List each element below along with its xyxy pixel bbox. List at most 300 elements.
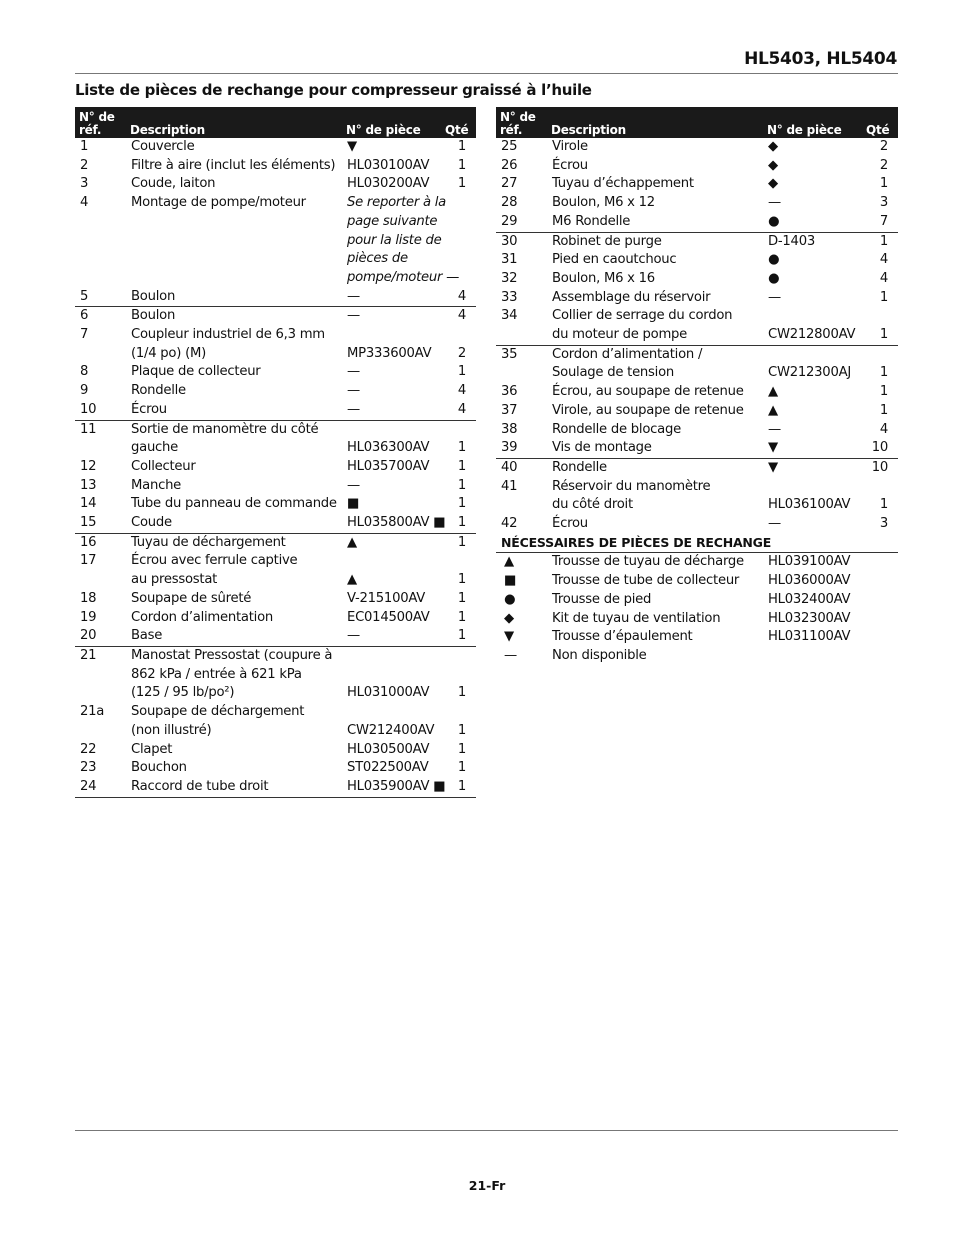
part-description [126,458,342,477]
table-row [75,646,476,703]
ref-number: 35 [501,346,518,362]
part-number: — [768,195,781,211]
kit-quantity [862,610,898,629]
part-number: CW212400AV [347,722,435,738]
part-number: HL030200AV [347,176,430,192]
part-number: ◆ [768,176,778,192]
part-description [126,495,342,514]
kit-row [496,647,898,666]
kit-part-number: HL031100AV [768,629,851,645]
table-row [75,401,476,420]
parts-table-right [496,107,898,666]
kit-quantity [862,647,898,666]
kit-row [496,628,898,647]
quantity: 10 [862,439,898,458]
description-line: Soulage de tension [552,365,674,381]
kit-symbol: ◆ [504,610,514,626]
kit-row [496,553,898,572]
description-line: Écrou, au soupape de retenue [552,384,744,400]
ref-number: 16 [80,534,97,550]
ref-number: 31 [501,252,518,268]
ref-number: 32 [501,270,518,286]
ref-number: 40 [501,459,518,475]
quantity: 1 [457,139,466,154]
part-number: HL030100AV [347,157,430,173]
quantity: 1 [441,514,476,533]
table-row [496,157,898,176]
description-line: Sortie de manomètre du côté [131,421,319,437]
description-line: Bouchon [131,760,187,776]
part-description [126,288,342,307]
part-description [547,383,763,402]
part-description [547,307,763,345]
part-number: ● [763,213,862,232]
description-line: Tube du panneau de commande [131,496,337,512]
part-number-note [342,194,460,288]
part-number: — [342,288,441,307]
description-line: Plaque de collecteur [131,364,261,380]
table-row [75,382,476,401]
quantity: 1 [457,609,466,625]
ref-number: 30 [501,233,518,249]
ref-number: 14 [80,496,97,512]
ref-number: 8 [80,364,89,380]
description-line: Écrou [552,516,588,532]
part-number: — [768,421,781,437]
description-line: Rondelle de blocage [552,421,681,437]
kit-description: Kit de tuyau de ventilation [552,610,721,626]
table-row [75,138,476,157]
table-row [75,703,476,740]
part-description [547,270,763,289]
table-row [75,552,476,589]
quantity: 1 [441,778,476,797]
part-number: HL036300AV [347,440,430,456]
description-line: du côté droit [552,497,633,513]
quantity: 1 [457,176,466,192]
description-line: Cordon d’alimentation / [552,346,703,362]
table-row [496,138,898,157]
description-line: Montage de pompe/moteur [131,195,306,211]
part-description [126,759,342,778]
table-row [496,270,898,289]
quantity: 1 [457,477,466,493]
quantity: 1 [457,496,466,512]
description-line: Boulon [131,308,176,324]
part-description [547,421,763,440]
part-number: ● [768,252,780,268]
part-note-line: page suivante [347,213,438,229]
description-line: Virole [552,139,588,154]
parts-table-right-body [496,138,898,534]
parts-table-header [75,107,476,138]
description-line: Manostat Pressostat (coupure à [131,647,333,663]
description-line: Tuyau de déchargement [131,534,286,550]
description-line: Base [131,628,163,644]
description-line: Coupleur industriel de 6,3 mm [131,327,325,343]
table-row [496,402,898,421]
part-number: — [347,383,360,399]
ref-number: 22 [80,741,97,757]
quantity: 1 [457,458,466,474]
description-line: Coude, laiton [131,176,216,192]
quantity: 1 [457,741,466,757]
kit-quantity [862,628,898,647]
part-note-line: Se reporter à la [347,195,446,211]
table-row [496,458,898,477]
part-number: — [342,627,441,646]
kit-symbol: — [504,647,517,663]
table-row [75,759,476,778]
part-description [547,194,763,213]
kit-part-number: HL036000AV [768,573,851,589]
kit-description: Trousse de tube de collecteur [552,573,740,589]
quantity: 1 [879,384,888,400]
part-description [547,439,763,458]
table-row [496,515,898,534]
kit-description: Trousse d’épaulement [552,629,693,645]
parts-table-left-body [75,138,476,797]
table-row [75,778,476,797]
part-description [126,175,342,194]
model-number: HL5403, HL5404 [744,49,897,69]
part-number: — [768,516,781,532]
ref-number: 3 [80,176,89,192]
quantity: 3 [879,516,888,532]
ref-number: 25 [501,139,518,154]
quantity: 1 [879,402,888,418]
kit-symbol: ▲ [504,554,514,570]
part-number: ■ [347,496,360,512]
ref-number: 18 [80,590,97,606]
description-line: du moteur de pompe [552,327,688,343]
description-line: M6 Rondelle [552,213,631,229]
description-line: Couvercle [131,139,195,154]
table-row [496,213,898,232]
footer-rule [75,1130,898,1131]
part-description [126,420,342,458]
part-description [126,590,342,609]
description-line: Rondelle [131,383,186,399]
ref-number: 39 [496,439,547,458]
quantity: 3 [879,195,888,211]
part-number: HL035900AV ■ [342,778,441,797]
part-description [126,778,342,797]
table-row [496,194,898,213]
table-row [75,533,476,552]
part-description [126,307,342,326]
part-number: ▼ [763,439,862,458]
qty-header: Qté [441,107,476,138]
table-row [496,289,898,308]
part-description [547,458,763,477]
quantity: 2 [457,345,466,361]
ref-number: 42 [501,516,518,532]
table-row [496,251,898,270]
part-number: D-1403 [768,233,815,249]
table-row [496,421,898,440]
kits-heading-row [496,534,898,553]
part-description [547,213,763,232]
part-number: ▼ [768,459,778,475]
ref-number: 7 [80,327,89,343]
ref-number: 11 [80,421,97,437]
part-number: HL036100AV [768,497,851,513]
description-line: Raccord de tube droit [131,778,269,794]
table-row [496,345,898,383]
ref-number: 27 [501,176,518,192]
table-row [75,514,476,533]
quantity: 1 [457,440,466,456]
kit-description: Trousse de tuyau de décharge [552,554,744,570]
page-number: 21-Fr [468,1178,506,1193]
quantity: 1 [457,534,466,550]
part-description [126,533,342,552]
ref-number: 5 [75,288,126,307]
kit-description: Non disponible [552,647,647,663]
quantity: 7 [862,213,898,232]
description-line: Robinet de purge [552,233,662,249]
ref-number: 29 [496,213,547,232]
quantity: 4 [879,421,888,437]
part-number: ▲ [768,384,778,400]
ref-number: 21 [80,647,97,663]
kit-part-number: HL032300AV [768,610,851,626]
part-description [126,514,342,533]
parts-table-left [75,107,476,798]
quantity: 1 [879,233,888,249]
kits-section [496,534,898,666]
quantity: 4 [879,270,888,286]
table-row [75,590,476,609]
description-line: Soupape de déchargement [131,704,305,720]
part-description [126,194,342,288]
table-row [75,627,476,646]
ref-number: 24 [75,778,126,797]
kit-row [496,591,898,610]
table-row [75,157,476,176]
table-row [496,232,898,251]
table-row [496,175,898,194]
ref-header: N° de réf. [75,107,126,138]
ref-number: 34 [496,307,547,345]
kits-heading: NÉCESSAIRES DE PIÈCES DE RECHANGE [496,534,898,553]
part-description [126,363,342,382]
part-number: V-215100AV [347,590,426,606]
part-number: ◆ [768,139,778,154]
description-line: Écrou [552,157,588,173]
table-row [496,478,898,515]
ref-number: 38 [501,421,518,437]
ref-number: 2 [80,157,89,173]
part-number: ▲ [347,572,357,588]
part-number-header: N° de pièce [342,107,441,138]
qty-header: Qté [862,107,898,138]
part-description [126,627,342,646]
parts-table-header [496,107,898,138]
part-description [547,402,763,421]
description-line: Boulon [131,288,176,304]
kit-quantity [862,572,898,591]
kit-row [496,572,898,591]
description-line: Écrou [131,401,167,417]
description-line: Filtre à aire (inclut les éléments) [131,157,336,173]
part-number: ▲ [768,402,778,418]
quantity: 2 [879,157,888,173]
ref-number: 12 [80,458,97,474]
part-number: — [342,401,441,420]
quantity: 4 [457,383,466,399]
part-description [126,646,342,703]
part-description [126,741,342,760]
part-number: ● [768,270,780,286]
quantity: 1 [879,497,888,513]
part-number: CW212800AV [763,307,862,345]
kit-symbol: ● [504,591,516,607]
part-number: MP333600AV [347,345,432,361]
ref-number: 15 [75,514,126,533]
ref-number: 1 [80,139,89,154]
description-line: Clapet [131,741,173,757]
ref-header: N° de réf. [496,107,547,138]
page-title: Liste de pièces de rechange pour compresseur graissé à l’huile [75,81,592,99]
ref-number: 28 [501,195,518,211]
part-number: CW212300AJ [768,365,851,381]
description-line: Vis de montage [552,440,652,456]
table-row [75,363,476,382]
ref-number: 37 [501,402,518,418]
quantity: 1 [457,590,466,606]
description-line: au pressostat [131,572,218,588]
table-row [75,175,476,194]
quantity: 2 [879,139,888,154]
part-description [126,477,342,496]
ref-number: 9 [80,383,89,399]
part-description [547,157,763,176]
kit-part-number: HL039100AV [768,554,851,570]
description-line: Manche [131,477,182,493]
quantity: 1 [457,572,466,588]
quantity: 4 [441,401,476,420]
part-note-line: pour la liste de [347,232,442,248]
description-line: Collecteur [131,458,196,474]
quantity: 1 [441,627,476,646]
part-description [126,609,342,628]
quantity: 1 [862,307,898,345]
quantity: 10 [871,459,888,475]
table-row [75,420,476,458]
description-line: Pied en caoutchouc [552,252,677,268]
description-line: gauche [131,440,179,456]
quantity: 4 [879,252,888,268]
part-description [547,138,763,157]
table-row [75,495,476,514]
part-description [547,289,763,308]
ref-number: 6 [80,308,89,324]
quantity: 1 [457,685,466,701]
part-number-header: N° de pièce [763,107,862,138]
description-line: Virole, au soupape de retenue [552,402,744,418]
description-line: Assemblage du réservoir [552,289,711,305]
ref-number: 17 [80,553,97,569]
table-row [75,326,476,363]
table-row [496,439,898,458]
description-line: Réservoir du manomètre [552,478,711,494]
header-rule [75,73,898,74]
ref-number: 4 [80,195,89,211]
description-line: Rondelle [552,459,607,475]
part-description [547,478,763,515]
description-line: Cordon d’alimentation [131,609,274,625]
quantity: 1 [457,722,466,738]
ref-number: 23 [80,760,97,776]
table-row [75,741,476,760]
ref-number: 41 [501,478,518,494]
description-header: Description [126,107,342,138]
ref-number: 26 [501,157,518,173]
description-line: Collier de serrage du cordon [552,308,733,324]
description-line: Écrou avec ferrule captive [131,553,298,569]
kit-description: Trousse de pied [552,591,652,607]
ref-number: 36 [501,384,518,400]
description-line: Soupape de sûreté [131,590,252,606]
part-description [547,251,763,270]
part-description [126,138,342,157]
description-line: 862 kPa / entrée à 621 kPa [131,666,302,682]
description-line: Boulon, M6 x 12 [552,195,655,211]
part-description [547,515,763,534]
description-line: Tuyau d’échappement [552,176,694,192]
ref-number: 20 [75,627,126,646]
part-description [126,382,342,401]
part-number: HL031000AV [347,685,430,701]
part-description [126,401,342,420]
kit-symbol: ■ [504,573,517,589]
part-description [547,232,763,251]
kit-part-number [763,647,862,666]
part-number: ST022500AV [347,760,429,776]
part-number: — [347,477,360,493]
quantity: 1 [879,365,888,381]
part-description [126,157,342,176]
part-number: — [347,308,360,324]
part-description [547,345,763,383]
kit-part-number: HL032400AV [768,591,851,607]
ref-number: 10 [75,401,126,420]
part-number: — [768,289,781,305]
quantity: 4 [441,288,476,307]
part-number: ▼ [347,139,357,154]
table-row [75,458,476,477]
part-description [126,552,342,589]
table-row [75,288,476,307]
quantity: 1 [879,289,888,305]
table-row [75,194,476,288]
table-row [75,609,476,628]
part-number: EC014500AV [347,609,430,625]
quantity: 1 [879,176,888,192]
part-number: HL035700AV [347,458,430,474]
kit-quantity [862,591,898,610]
table-row [75,307,476,326]
part-description [126,703,342,740]
ref-number: 33 [501,289,518,305]
part-number: HL030500AV [347,741,430,757]
ref-number: 19 [80,609,97,625]
description-line: (non illustré) [131,722,212,738]
table-row [75,477,476,496]
quantity: 1 [457,364,466,380]
